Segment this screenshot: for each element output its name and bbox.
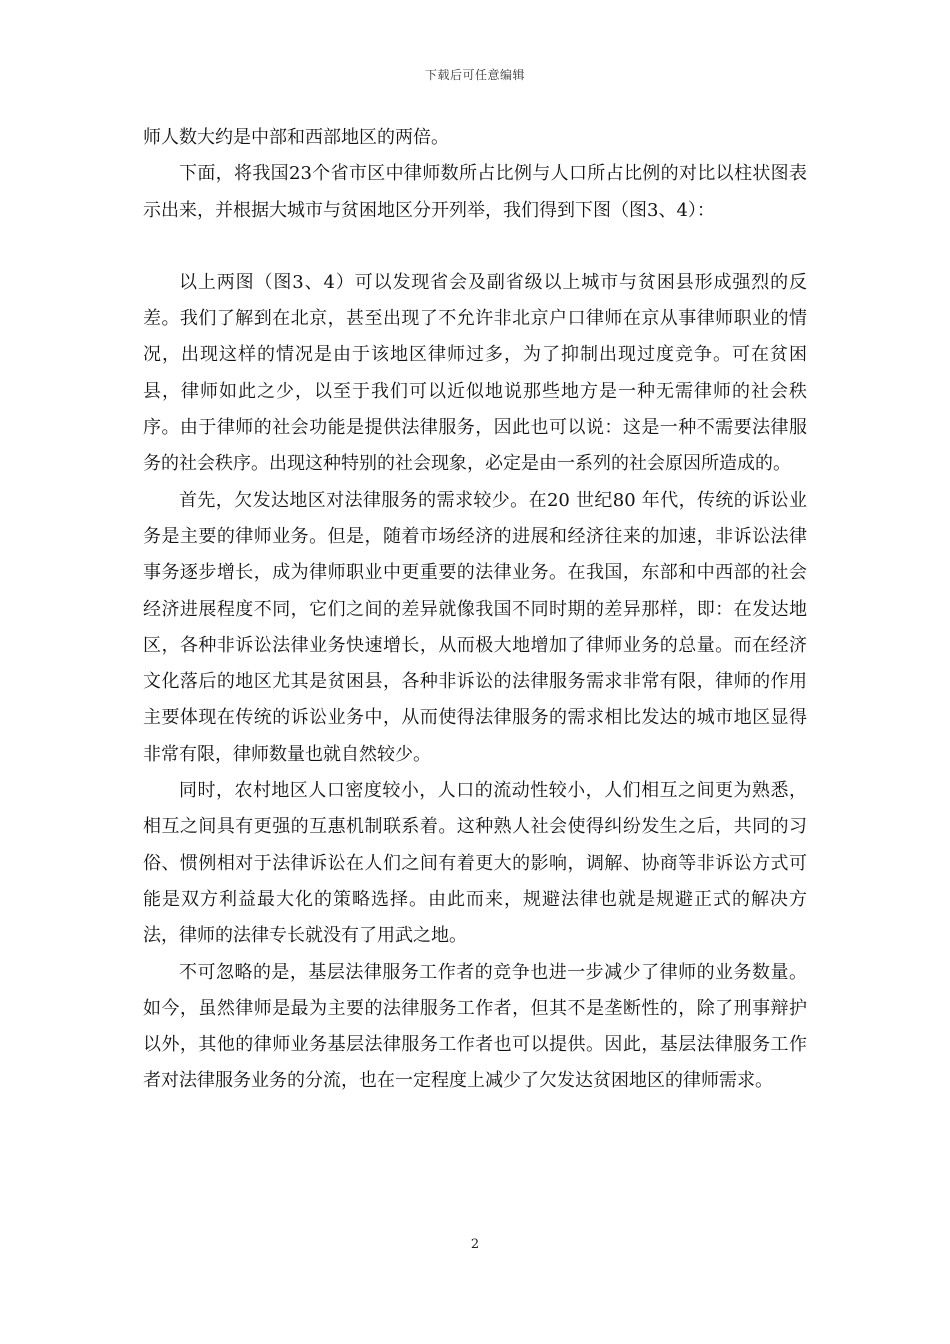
paragraph-competition: 不可忽略的是，基层法律服务工作者的竞争也进一步减少了律师的业务数量。如今，虽然律师是最为主要的法律服务工作者，但其不是垄断性的，除了刑事辩护以外，其他的律师业务基层法律服务工作者也可以提供。因此，基层法律服务工作者对法律服务业务的分流，也在一定程度上减少了欠发达贫困地区的律师需求。 (143, 961, 807, 1092)
document-body (143, 120, 807, 1100)
paragraph-rural: 同时，农村地区人口密度较小，人口的流动性较小，人们相互之间更为熟悉，相互之间具有更强的互惠机制联系着。这种熟人社会使得纠纷发生之后，共同的习俗、惯例相对于法律诉讼在人们之间有着更大的影响，调解、协商等非诉讼方式可能是双方利益最大化的策略选择。由此而来，规避法律也就是规避正式的解决方法，律师的法律专长就没有了用武之地。 (143, 780, 807, 947)
paragraph-continuation: 师人数大约是中部和西部地区的两倍。 (143, 127, 449, 148)
paragraph-contrast: 以上两图（图3、4）可以发现省会及副省级以上城市与贫困县形成强烈的反差。我们了解到在北京，甚至出现了不允许非北京户口律师在京从事律师职业的情况，出现这样的情况是由于该地区律师过多，为了抑制出现过度竞争。可在贫困县，律师如此之少，以至于我们可以近似地说那些地方是一种无需律师的社会秩序。由于律师的社会功能是提供法律服务，因此也可以说：这是一种不需要法律服务的社会秩序。出现这种特别的社会现象，必定是由一系列的社会原因所造成的。 (143, 271, 807, 475)
page-number: 2 (470, 1237, 480, 1252)
page-header: 下载后可任意编辑 (424, 68, 525, 82)
paragraph-chart-intro: 下面，将我国23个省市区中律师数所占比例与人口所占比例的对比以柱状图表示出来，并根据大城市与贫困地区分开列举，我们得到下图（图3、4）： (143, 163, 807, 221)
paragraph-demand: 首先，欠发达地区对法律服务的需求较少。在20 世纪80 年代，传统的诉讼业务是主要的律师业务。但是，随着市场经济的进展和经济往来的加速，非诉讼法律事务逐步增长，成为律师职业中更重要的法律业务。在我国，东部和中西部的社会经济进展程度不同，它们之间的差异就像我国不同时期的差异那样，即：在发达地区，各种非诉讼法律业务快速增长，从而极大地增加了律师业务的总量。而在经济文化落后的地区尤其是贫困县，各种非诉讼的法律服务需求非常有限，律师的作用主要体现在传统的诉讼业务中，从而使得法律服务的需求相比发达的城市地区显得非常有限，律师数量也就自然较少。 (143, 489, 807, 765)
